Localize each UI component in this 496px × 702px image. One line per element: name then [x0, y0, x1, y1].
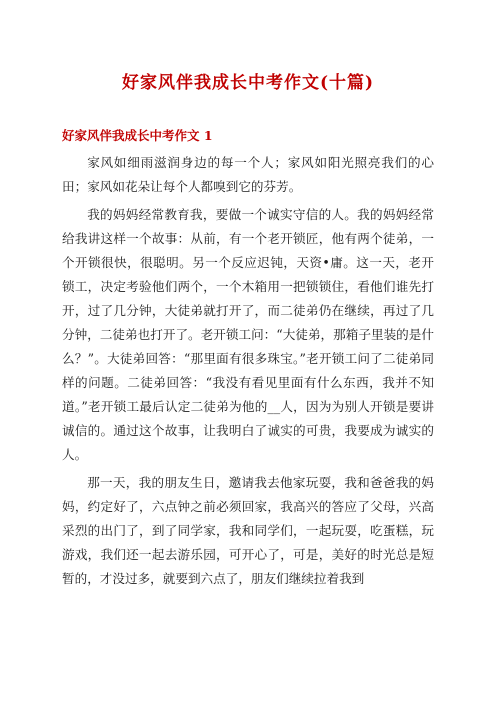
document-body [62, 151, 434, 591]
document-title: 好家风伴我成长中考作文(十篇) [121, 73, 375, 93]
section-heading: 好家风伴我成长中考作文 1 [62, 128, 213, 143]
paragraph-2: 我的妈妈经常教育我，要做一个诚实守信的人。我的妈妈经常给我讲这样一个故事：从前，有一个老开锁匠，他有两个徒弟，一个开锁很快，很聪明。另一个反应迟钝，天资•庸。这一天，老开锁工，决定考验他们两个，一个木箱用一把锁锁住，看他们谁先打开，过了几分钟，大徒弟就打开了，而二徒弟仍在继续，再过了几分钟，二徒弟也打开了。老开锁工问：“大徒弟，那箱子里装的是什么？”。大徒弟回答：“那里面有很多珠宝。”老开锁工问了二徒弟同样的问题。二徒弟回答：“我没有看见里面有什么东西，我并不知道。”老开锁工最后认定二徒弟为他的__人，因为为别人开锁是要讲诚信的。通过这个故事，让我明白了诚实的可贵，我要成为诚实的人。 [62, 207, 434, 462]
paragraph-1: 家风如细雨滋润身边的每一个人；家风如阳光照亮我们的心田；家风如花朵让每个人都嗅到它的芬芳。 [62, 155, 434, 194]
paragraph-3: 那一天，我的朋友生日，邀请我去他家玩耍，我和爸爸我的妈妈，约定好了，六点钟之前必须回家，我高兴的答应了父母，兴高采烈的出门了，到了同学家，我和同学们，一起玩耍，吃蛋糕，玩游戏，我们还一起去游乐园，可开心了，可是，美好的时光总是短暂的，才没过多，就要到六点了，朋友们继续拉着我到 [62, 475, 434, 586]
